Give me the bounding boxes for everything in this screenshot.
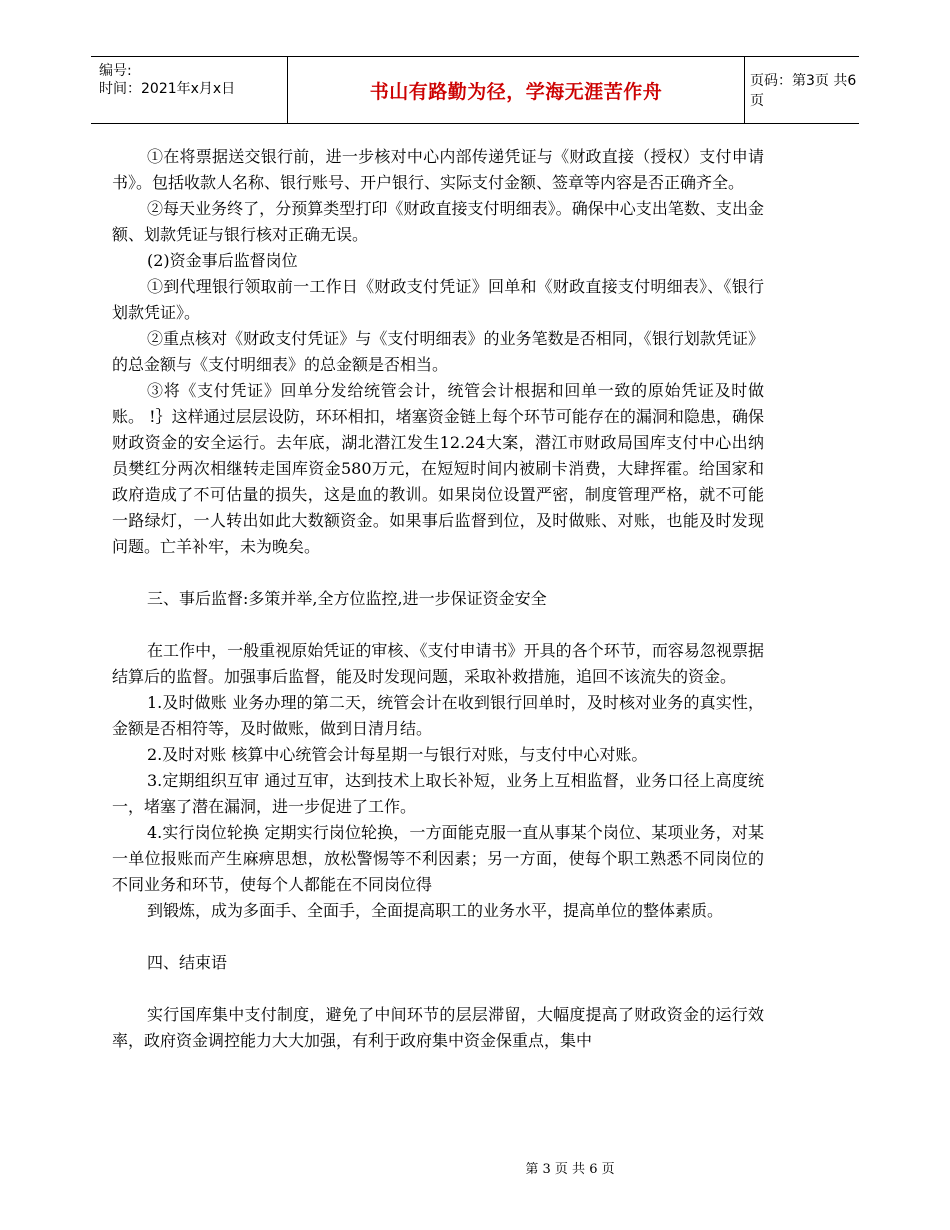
header-right-cell bbox=[744, 57, 859, 123]
document-time-label: 时间：2021年x月x日 bbox=[99, 81, 236, 97]
spacer bbox=[112, 924, 764, 950]
paragraph: (2)资金事后监督岗位 bbox=[147, 251, 298, 270]
paragraph: 3.定期组织互审 通过互审，达到技术上取长补短，业务上互相监督，业务口径上高度统一，堵塞了潜在漏洞，进一步促进了工作。 bbox=[112, 771, 764, 816]
paragraph: ②每天业务终了，分预算类型打印《财政直接支付明细表》。确保中心支出笔数、支出金额、划款凭证与银行核对正确无误。 bbox=[112, 199, 764, 244]
header-page-number: 页码：第3页 共6页 bbox=[750, 73, 857, 109]
paragraph: ①在将票据送交银行前，进一步核对中心内部传递凭证与《财政直接（授权）支付申请书》。包括收款人名称、银行账号、开户银行、实际支付金额、签章等内容是否正确齐全。 bbox=[112, 147, 764, 192]
spacer bbox=[112, 560, 764, 586]
header-motto: 书山有路勤为径，学海无涯苦作舟 bbox=[369, 80, 663, 103]
header-left-cell bbox=[91, 57, 287, 123]
paragraph: 2.及时对账 核算中心统管会计每星期一与银行对账，与支付中心对账。 bbox=[147, 745, 648, 764]
document-number-label: 编号: bbox=[99, 63, 132, 79]
paragraph: 在工作中，一般重视原始凭证的审核、《支付申请书》开具的各个环节，而容易忽视票据结算后的监督。加强事后监督，能及时发现问题，采取补救措施，追回不该流失的资金。 bbox=[112, 641, 764, 686]
paragraph: ②重点核对《财政支付凭证》与《支付明细表》的业务笔数是否相同，《银行划款凭证》的总金额与《支付明细表》的总金额是否相当。 bbox=[112, 329, 764, 374]
header-motto-cell bbox=[287, 57, 745, 123]
section-heading: 四、结束语 bbox=[147, 953, 228, 972]
paragraph: 4.实行岗位轮换 定期实行岗位轮换，一方面能克服一直从事某个岗位、某项业务，对某一单位报账而产生麻痹思想，放松警惕等不利因素；另一方面，使每个职工熟悉不同岗位的不同业务和环节，使每个人都能在不同岗位得 bbox=[112, 823, 764, 894]
paragraph: 1.及时做账 业务办理的第二天，统管会计在收到银行回单时，及时核对业务的真实性，金额是否相符等，及时做账，做到日清月结。 bbox=[112, 693, 764, 738]
section-heading: 三、事后监督:多策并举,全方位监控,进一步保证资金安全 bbox=[147, 589, 547, 608]
paragraph: 到锻炼，成为多面手、全面手，全面提高职工的业务水平，提高单位的整体素质。 bbox=[147, 901, 724, 920]
spacer bbox=[112, 612, 764, 638]
paragraph: ③将《支付凭证》回单分发给统管会计，统管会计根据和回单一致的原始凭证及时做账。 !｝这样通过层层设防，环环相扣，堵塞资金链上每个环节可能存在的漏洞和隐患，确保财政资金的安全运行。去年底，湖北潜江发生12.24大案，潜江市财政局国库支付中心出纳员樊红分两次相继转走国库资金580万元，在短短时间内被刷卡消费，大肆挥霍。给国家和政府造成了不可估量的损失，这是血的教训。如果岗位设置严密，制度管理严格，就不可能一路绿灯，一人转出如此大数额资金。如果事后监督到位，及时做账、对账，也能及时发现问题。亡羊补牢，未为晚矣。 bbox=[112, 381, 764, 556]
spacer bbox=[112, 976, 764, 1002]
page-footer: 第 3 页 共 6 页 bbox=[525, 1162, 615, 1177]
document-body bbox=[112, 144, 764, 1054]
paragraph: 实行国库集中支付制度，避免了中间环节的层层滞留，大幅度提高了财政资金的运行效率，政府资金调控能力大大加强，有利于政府集中资金保重点，集中 bbox=[112, 1005, 764, 1050]
paragraph: ①到代理银行领取前一工作日《财政支付凭证》回单和《财政直接支付明细表》、《银行划款凭证》。 bbox=[112, 277, 764, 322]
page-header bbox=[91, 56, 859, 124]
